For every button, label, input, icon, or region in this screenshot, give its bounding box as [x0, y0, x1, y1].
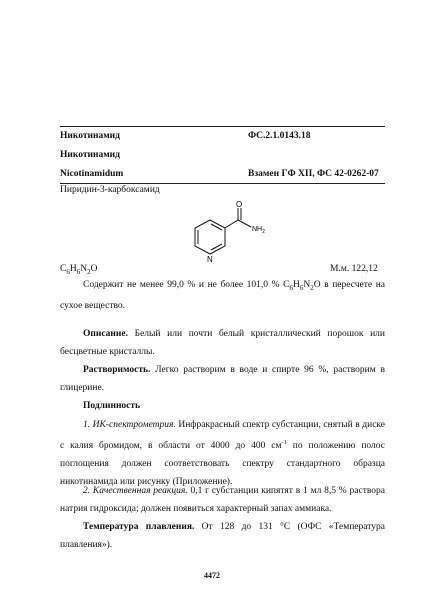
solubility-label: Растворимость. [83, 365, 151, 375]
qualitative-label: 2. Качественная реакция. [83, 486, 188, 496]
molecular-formula: $C_6H_6N_2O$ [60, 264, 98, 276]
monograph-name-latin: Nicotinamidum [60, 169, 124, 179]
identity-heading: Подлинность [83, 401, 141, 411]
atom-nh2-sub: 2 [262, 229, 265, 235]
atom-n: N [207, 255, 213, 264]
atom-nh2: NH [252, 226, 263, 233]
header-top-rule [60, 126, 385, 127]
molecular-mass: М.м. 122,12 [330, 264, 378, 274]
monograph-name-ru-2: Никотинамид [60, 150, 120, 160]
iupac-name: Пиридин-3-карбоксамид [60, 185, 160, 195]
description-label: Описание. [83, 329, 128, 339]
svg-text:NH2 [252, 226, 265, 235]
ir-paragraph: 1. ИК-спектрометрия. Инфракрасный спектр субстанции, снятый в диске с калия бромидом, в области от 4000 до 400 $см^{-1}$ по положению полос поглощения должен соответствовать спектру стандартного образца никотинамида или рисунку (Приложение). [60, 420, 385, 488]
ir-label: 1. ИК-спектрометрия. [83, 420, 176, 430]
atom-o: O [236, 200, 243, 209]
melting-label: Температура плавления. [83, 522, 195, 532]
qualitative-paragraph: 2. Качественная реакция. 0,1 г субстанции кипятят в 1 мл 8,5 % раствора натрия гидроксида; должен появиться характерный запах аммиака. [60, 486, 385, 514]
monograph-name-ru: Никотинамид [60, 131, 120, 141]
monograph-code: ФС.2.1.0143.18 [248, 131, 311, 141]
solubility-paragraph: Растворимость. Легко растворим в воде и спирте 96 %, растворим в глицерине. [60, 365, 385, 393]
content-paragraph: Содержит не менее 99,0 % и не более 101,0 % $C_6H_6N_2O$ в пересчете на сухое вещество. [60, 280, 386, 311]
page-number: 4472 [204, 571, 220, 580]
melting-paragraph: Температура плавления. От 128 до 131 °С (ОФС «Температура плавления»). [60, 522, 385, 550]
description-paragraph: Описание. Белый или почти белый кристаллический порошок или бесцветные кристаллы. [60, 329, 385, 357]
replaces-note: Взамен ГФ XII, ФС 42-0262-07 [248, 169, 379, 179]
nicotinamide-structure [180, 200, 290, 270]
header-bottom-rule [60, 183, 385, 184]
